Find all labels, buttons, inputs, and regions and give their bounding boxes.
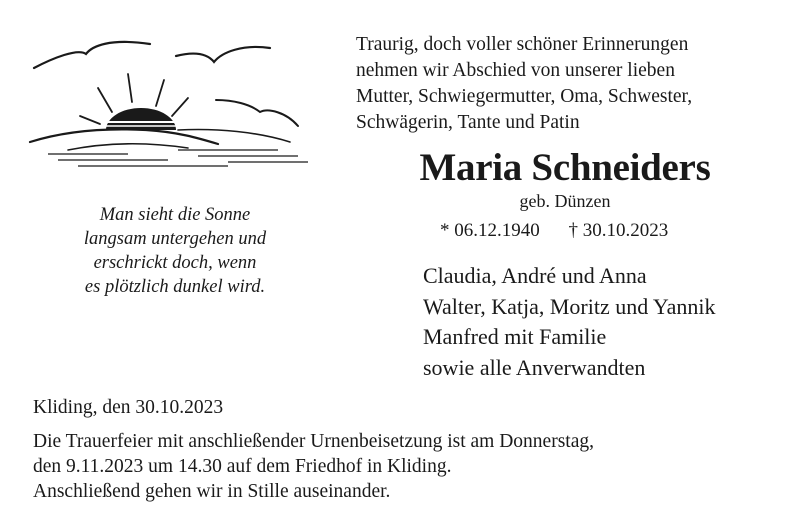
mourner-line: Manfred mit Familie — [423, 324, 607, 349]
quote-line: erschrickt doch, wenn — [93, 253, 257, 273]
mourner-line: sowie alle Anverwandten — [423, 354, 646, 380]
funeral-notice — [33, 429, 594, 504]
place-and-date: Kliding, den 30.10.2023 — [33, 397, 224, 418]
notice-line: Anschließend gehen wir in Stille auseinander. — [33, 481, 391, 502]
quote-line: Man sieht die Sonne — [99, 205, 251, 225]
poem-quote — [40, 203, 310, 299]
maiden-name: geb. Dünzen — [519, 191, 611, 211]
quote-line: es plötzlich dunkel wird. — [84, 277, 266, 297]
sun — [106, 108, 176, 130]
life-dates — [440, 219, 668, 243]
hill-2 — [68, 144, 188, 150]
notice-line: Die Trauerfeier mit anschließender Urnenbeisetzung ist am Donnerstag, — [33, 431, 594, 452]
mourners-list — [423, 261, 715, 383]
intro-line: Schwägerin, Tante und Patin — [356, 112, 580, 133]
death-date: † 30.10.2023 — [568, 220, 669, 241]
mourner-line: Claudia, André und Anna — [423, 263, 647, 288]
intro-line: Traurig, doch voller schöner Erinnerungen — [356, 34, 689, 55]
sunset-drawing — [28, 30, 318, 190]
intro-text — [356, 32, 786, 136]
quote-line: langsam untergehen und — [83, 229, 267, 249]
intro-line: nehmen wir Abschied von unserer lieben — [356, 60, 675, 81]
intro-line: Mutter, Schwiegermutter, Oma, Schwester, — [356, 86, 693, 107]
notice-line: den 9.11.2023 um 14.30 auf dem Friedhof in Kliding. — [33, 456, 452, 477]
setting-sun-with-birds-icon — [28, 30, 318, 190]
bird-2 — [176, 47, 270, 62]
hill-3 — [178, 130, 290, 143]
ground-hatching — [48, 150, 308, 166]
birth-date: * 06.12.1940 — [440, 220, 540, 241]
deceased-name: Maria Schneiders — [419, 146, 711, 189]
bird-3 — [216, 100, 298, 126]
hill-1 — [30, 129, 218, 144]
bird-1 — [34, 42, 150, 68]
mourner-line: Walter, Katja, Moritz und Yannik — [423, 293, 716, 319]
